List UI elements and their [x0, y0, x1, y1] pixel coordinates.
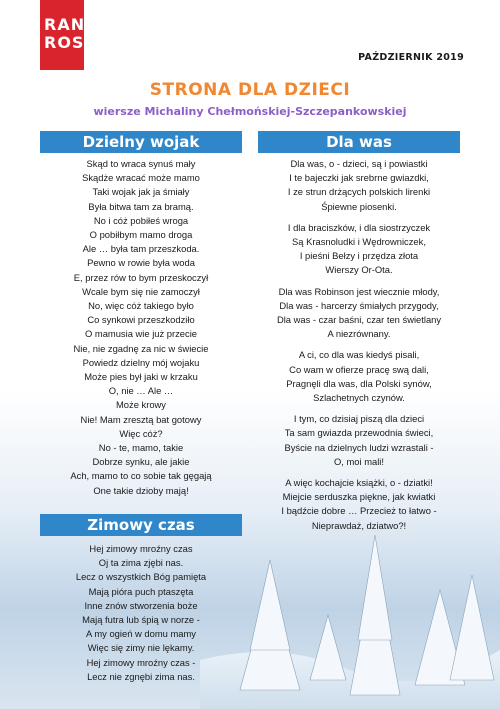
poem-line: O pobiłbym mamo droga: [89, 229, 193, 241]
poem-line: I tym, co dzisiaj piszą dla dzieci: [293, 413, 425, 425]
issue-date: PAŹDZIERNIK 2019: [358, 52, 464, 63]
winter-forest-illustration: [200, 520, 500, 709]
poem-line: A my ogień w domu mamy: [86, 628, 196, 640]
poem-line: Ach, mamo to co sobie tak gęgają: [70, 470, 212, 482]
poem-line: E, przez rów to bym przeskoczył: [73, 271, 209, 283]
poem-line: Wierszy Or-Ota.: [325, 264, 393, 276]
magazine-logo: [40, 0, 113, 70]
poem-line: Dla was - harcerzy śmiałych przygody,: [279, 299, 439, 311]
poem-line: A niezrównany.: [327, 328, 391, 340]
poem-dzielny-wojak: [40, 157, 242, 498]
poem-line: I bądźcie dobre … Przecież to łatwo -: [281, 505, 437, 517]
poem-stanza: [258, 476, 460, 533]
poem-line: A więc kochajcie książki, o - dziatki!: [285, 477, 433, 489]
poem-line: Może krowy: [115, 399, 166, 411]
poem-line: Byście na dzielnych ludzi wzrastali -: [284, 441, 434, 453]
poem-line: Pragnęli dla was, dla Polski synów,: [286, 377, 432, 389]
poem-line: Mają pióra puch ptaszęta: [88, 585, 194, 597]
poem-stanza: [258, 285, 460, 342]
poem-line: Ta sam gwiazda przewodnia świeci,: [284, 427, 434, 439]
poem-line: Co synkowi przeszkodziło: [87, 314, 195, 326]
poem-line: Ale … była tam przeszkoda.: [82, 243, 200, 255]
poem-line: Oj ta zima zjębi nas.: [98, 557, 184, 569]
poem-dla-was: [258, 157, 460, 540]
poem-line: Są Krasnoludki i Wędrowniczek,: [292, 236, 426, 248]
poem-title-dzielny-wojak: Dzielny wojak: [40, 131, 242, 153]
poem-line: Co wam w ofierze pracę swą dali,: [289, 363, 429, 375]
poem-line: I pieśni Bełzy i przędza złota: [299, 250, 419, 262]
page-subtitle: wiersze Michaliny Chełmońskiej-Szczepankowskiej: [93, 105, 407, 118]
poem-line: Miejcie serduszka piękne, jak kwiatki: [282, 491, 436, 503]
poem-stanza: [258, 348, 460, 405]
poem-line: Hej zimowy mroźny czas: [89, 543, 193, 554]
logo-line-1: RANNA: [44, 15, 113, 34]
poem-line: Może pies był jaki w krzaku: [84, 371, 198, 383]
poem-line: Więc się zimy nie lękamy.: [87, 642, 195, 654]
poem-stanza: [258, 412, 460, 469]
poem-line: Była bitwa tam za bramą.: [88, 200, 194, 212]
poem-line: Taki wojak jak ja śmiały: [92, 186, 190, 198]
poem-line: No i cóż pobiłeś wroga: [93, 214, 189, 226]
poem-title-zimowy-czas: Zimowy czas: [40, 514, 242, 536]
poem-line: A ci, co dla was kiedyś pisali,: [298, 349, 420, 361]
poem-line: I ze strun drżących polskich lirenki: [287, 186, 431, 198]
poem-line: Pewno w rowie była woda: [87, 257, 195, 269]
poem-line: Lecz o wszystkich Bóg pamięta: [75, 571, 207, 583]
poem-line: Szlachetnych czynów.: [313, 392, 405, 404]
poem-line: Hej zimowy mroźny czas -: [86, 656, 196, 668]
poem-line: No - te, mamo, takie: [98, 442, 184, 454]
poem-line: Więc cóż?: [119, 427, 163, 439]
poem-line: Lecz nie zgnębi zima nas.: [87, 670, 195, 682]
poem-line: Dla was - czar baśni, czar ten świetlany: [276, 314, 442, 326]
poem-line: Dobrze synku, ale jakie: [92, 456, 190, 468]
poem-line: O mamusia wie już przecie: [84, 328, 197, 340]
poem-line: Wcale bym się nie zamoczył: [82, 285, 200, 297]
poem-line: Skąd to wraca synuś mały: [86, 158, 196, 169]
poem-line: No, więc cóż takiego było: [88, 300, 194, 312]
poem-line: Nieprawdaż, dziatwo?!: [311, 519, 407, 531]
poem-line: One takie dzioby mają!: [93, 484, 189, 496]
poem-line: Dla was, o - dzieci, są i powiastki: [290, 158, 428, 169]
poem-stanza: [258, 157, 460, 214]
poem-line: Inne znów stworzenia boże: [84, 599, 198, 611]
poem-line: I dla braciszków, i dla siostrzyczek: [287, 221, 431, 233]
poem-zimowy-czas: [40, 542, 242, 684]
page-title: STRONA DLA DZIECI: [149, 80, 351, 100]
poem-title-dla-was: Dla was: [258, 131, 460, 153]
logo-line-2: ROSA: [44, 33, 98, 52]
poem-line: Nie! Mam zresztą bat gotowy: [80, 413, 202, 425]
poem-line: O, nie … Ale …: [108, 385, 174, 397]
poem-line: Mają futra lub śpią w norze -: [82, 614, 200, 626]
poem-stanza: [258, 221, 460, 278]
poem-line: Skądże wracać może mamo: [82, 172, 200, 184]
poem-line: Śpiewne piosenki.: [321, 200, 397, 212]
poem-line: I te bajeczki jak srebrne gwiazdki,: [289, 172, 429, 184]
poem-line: Dla was Robinson jest wiecznie młody,: [278, 285, 440, 297]
poem-line: O, moi mali!: [333, 455, 384, 467]
poem-line: Nie, nie zgadnę za nic w świecie: [73, 342, 209, 354]
poem-line: Powiedz dzielny mój wojaku: [82, 356, 200, 368]
